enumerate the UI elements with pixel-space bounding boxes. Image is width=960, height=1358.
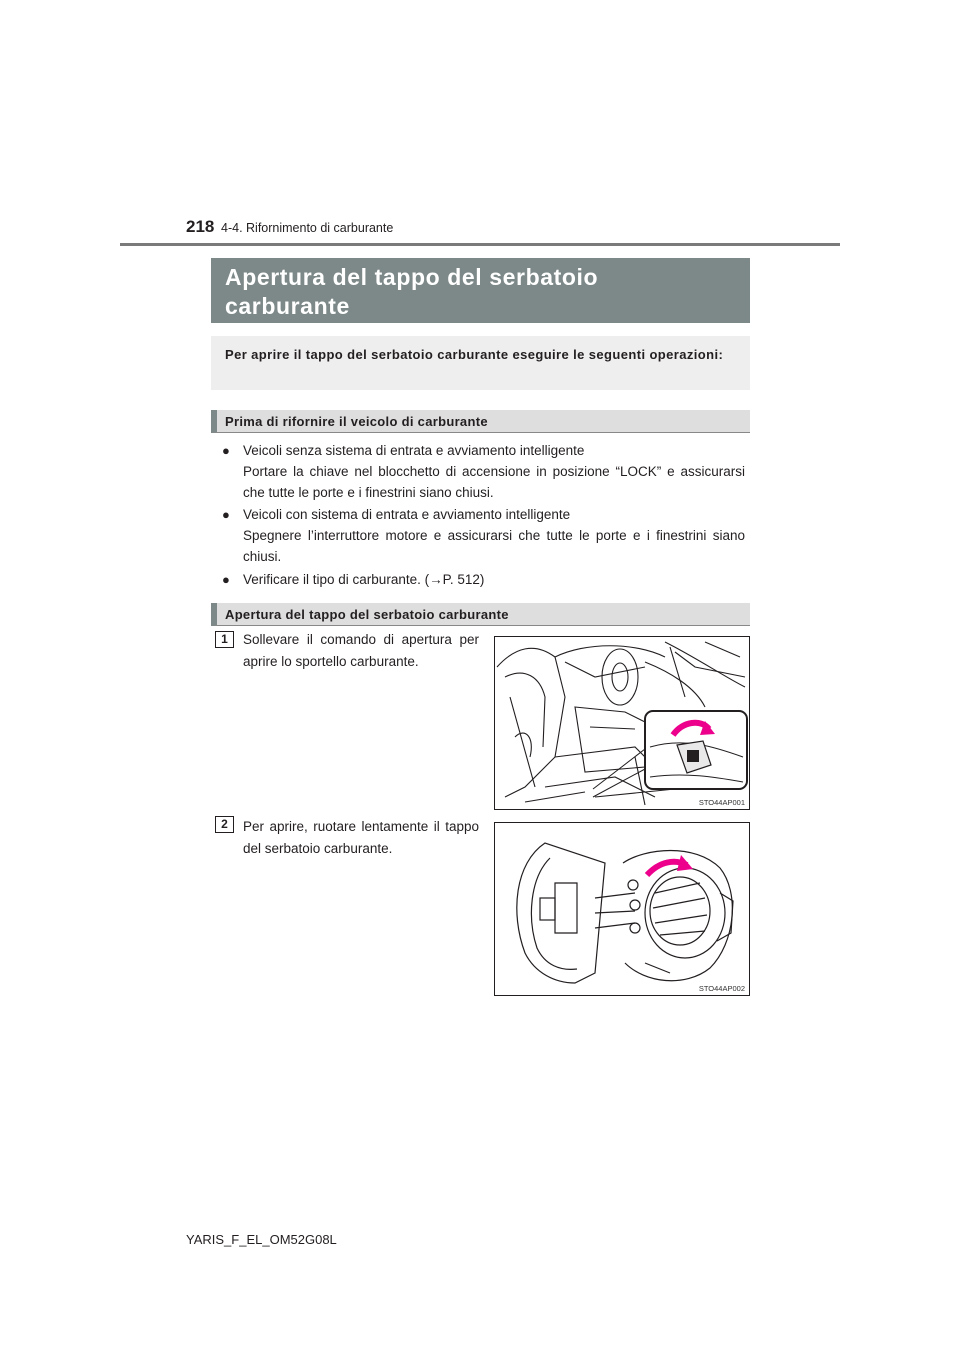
bullet-body: Spegnere l’interruttore motore e assicurarsi che tutte le porte e i finestrini siano chiusi. bbox=[243, 528, 745, 564]
bullet-item bbox=[243, 504, 745, 567]
intro-text: Per aprire il tappo del serbatoio carburante eseguire le seguenti operazioni: bbox=[211, 336, 750, 390]
bullet-item bbox=[243, 569, 745, 590]
section-label: 4-4. Rifornimento di carburante bbox=[221, 221, 394, 235]
document-code: YARIS_F_EL_OM52G08L bbox=[186, 1232, 337, 1247]
bullet-title: Veicoli con sistema di entrata e avviamento intelligente bbox=[243, 507, 571, 522]
figure-code: STO44AP002 bbox=[698, 984, 745, 993]
figure-code: STO44AP001 bbox=[698, 798, 745, 807]
step-instruction: Per aprire, ruotare lentamente il tappo del serbatoio carburante. bbox=[243, 819, 479, 856]
bullet-icon: ● bbox=[222, 443, 230, 458]
inset-zoom bbox=[593, 711, 747, 797]
step-number-badge: 2 bbox=[215, 816, 234, 833]
bullet-item bbox=[243, 440, 745, 503]
bullet-body: Portare la chiave nel blocchetto di accensione in posizione “LOCK” e assicurarsi che tutte le porte e i finestrini siano chiusi. bbox=[243, 464, 745, 500]
bullet-icon: ● bbox=[222, 572, 230, 587]
figure-fuel-door-opener bbox=[494, 636, 750, 810]
car-interior-illustration bbox=[495, 637, 749, 809]
bullet-title: Veicoli senza sistema di entrata e avviamento intelligente bbox=[243, 443, 585, 458]
bullet-title: Verificare il tipo di carburante. (→P. 512) bbox=[243, 572, 485, 587]
subheading-before-refuel: Prima di rifornire il veicolo di carburante bbox=[211, 410, 750, 433]
header-divider bbox=[120, 243, 840, 246]
fuel-cap-illustration bbox=[495, 823, 749, 995]
step-number-badge: 1 bbox=[215, 631, 234, 648]
bullet-icon: ● bbox=[222, 507, 230, 522]
page-title-line-2: carburante bbox=[225, 293, 350, 319]
page-number: 218 bbox=[186, 217, 215, 236]
figure-fuel-cap bbox=[494, 822, 750, 996]
page-title-line-1: Apertura del tappo del serbatoio bbox=[225, 264, 599, 290]
step-instruction: Sollevare il comando di apertura per aprire lo sportello carburante. bbox=[243, 632, 479, 669]
subheading-opening: Apertura del tappo del serbatoio carburante bbox=[211, 603, 750, 626]
page-title bbox=[211, 258, 750, 323]
